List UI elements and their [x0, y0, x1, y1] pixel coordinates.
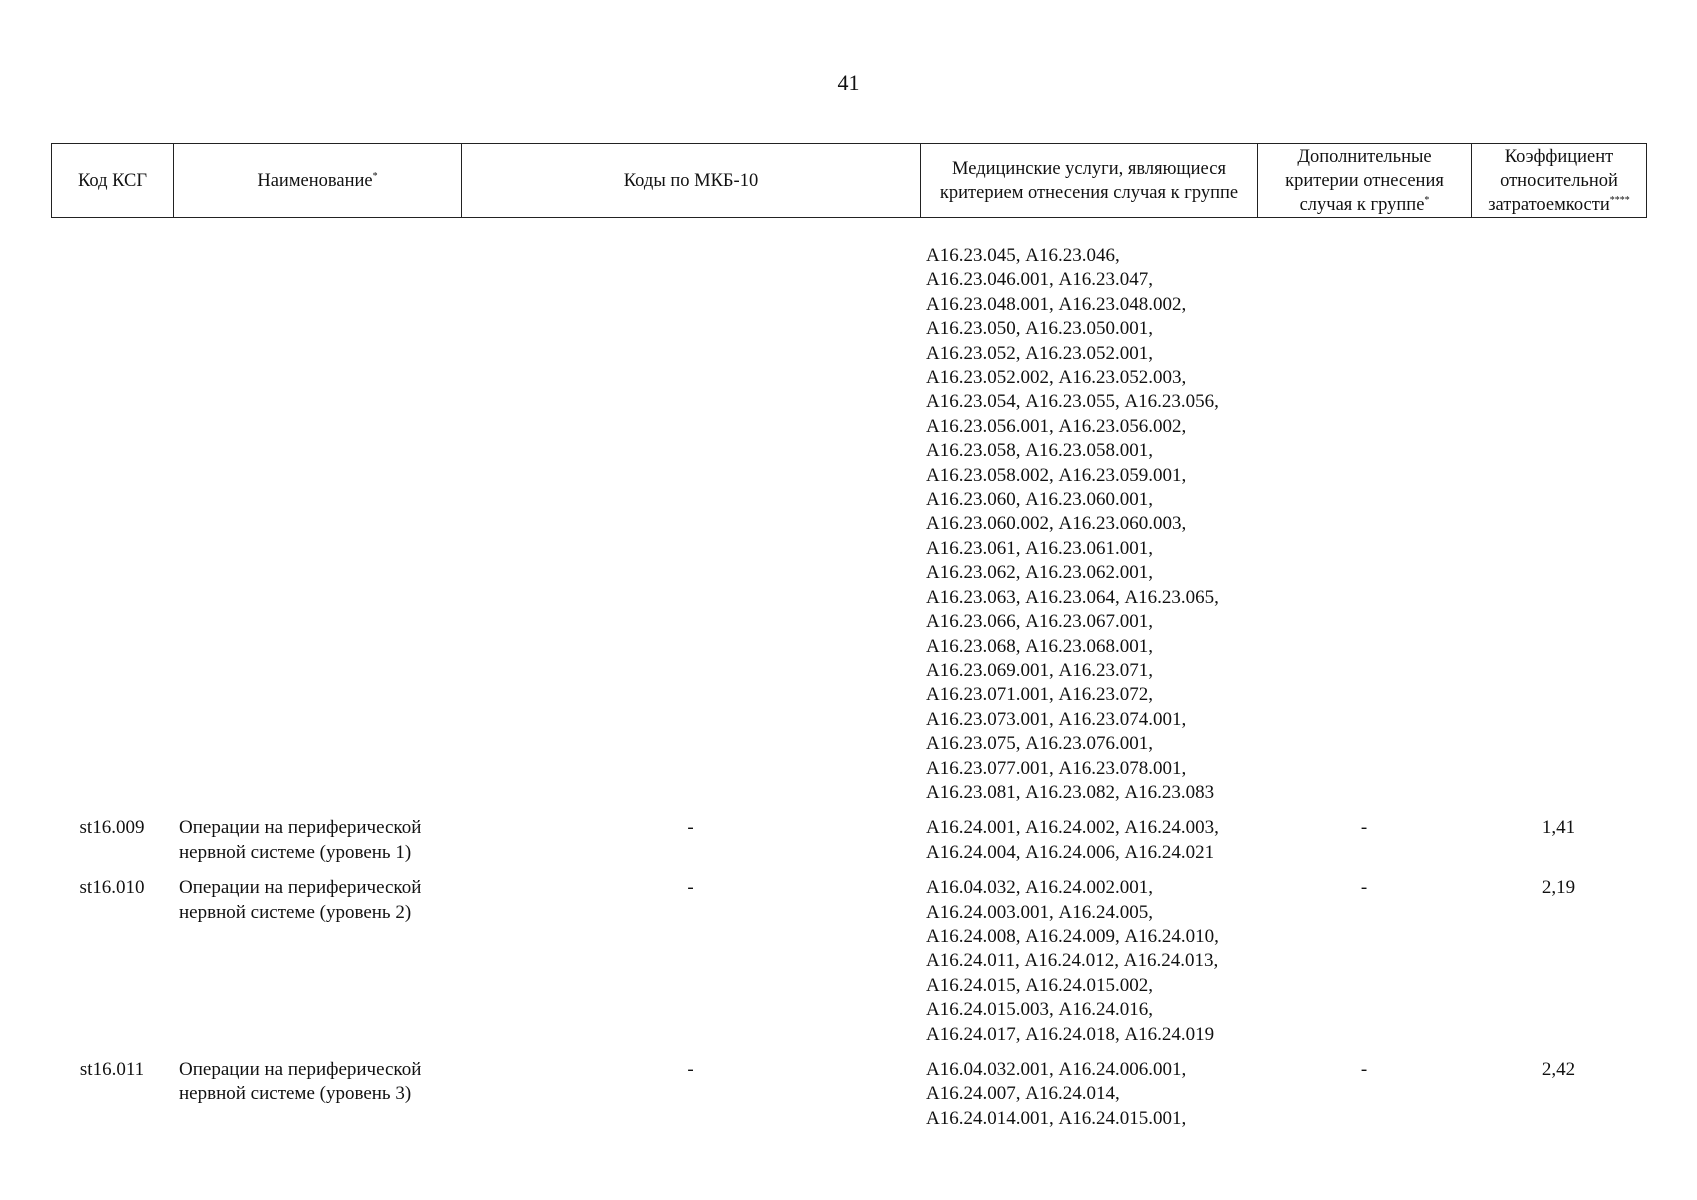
table-header — [51, 143, 1647, 218]
cell-coef — [1471, 244, 1646, 805]
cell-extra — [1257, 244, 1471, 805]
cell-icd: - — [687, 877, 694, 899]
page-number: 41 — [837, 70, 860, 95]
header-icd: Коды по МКБ-10 — [462, 144, 921, 218]
cell-name: Операции на периферической нервной системе (уровень 1) — [179, 817, 422, 863]
footnote-mark: **** — [1609, 194, 1630, 206]
cell-code — [51, 244, 173, 805]
cell-code: st16.009 — [79, 817, 145, 839]
cell-coef: 2,19 — [1541, 877, 1576, 899]
footnote-mark: * — [1424, 194, 1430, 206]
cell-icd: - — [687, 1059, 694, 1080]
table-body — [51, 244, 1646, 1131]
table-row — [51, 1058, 1646, 1131]
cell-name: Операции на периферической нервной системе (уровень 2) — [179, 877, 422, 923]
table-row — [51, 244, 1646, 805]
header-extra: Дополнительные критерии отнесения случая к группе* — [1258, 144, 1472, 218]
cell-extra: - — [1360, 1059, 1368, 1080]
cell-services: А16.04.032, А16.24.002.001, А16.24.003.001, А16.24.005, А16.24.008, А16.24.009, А16.24.010, А16.24.011, А16.24.012, А16.24.013, А16.24.015, А16.24.015.002, А16.24.015.003, А16.24.016, А16.24.017, А16.24.018, А16.24.019 — [926, 877, 1219, 1045]
cell-extra: - — [1360, 877, 1368, 899]
cell-icd: - — [687, 817, 694, 839]
cell-name — [173, 244, 461, 805]
cell-coef: 2,42 — [1541, 1059, 1576, 1080]
header-name: Наименование* — [174, 144, 462, 218]
footnote-mark: * — [372, 170, 378, 182]
table-row — [51, 816, 1646, 865]
cell-services: А16.23.045, А16.23.046, А16.23.046.001, А16.23.047, А16.23.048.001, А16.23.048.002, А16.23.050, А16.23.050.001, А16.23.052, А16.23.052.001, А16.23.052.002, А16.23.052.003, А16.23.054, А16.23.055, А16.23.056, А16.23.056.001, А16.23.056.002, А16.23.058, А16.23.058.001, А16.23.058.002, А16.23.059.001, А16.23.060, А16.23.060.001, А16.23.060.002, А16.23.060.003, А16.23.061, А16.23.061.001, А16.23.062, А16.23.062.001, А16.23.063, А16.23.064, А16.23.065, А16.23.066, А16.23.067.001, А16.23.068, А16.23.068.001, А16.23.069.001, А16.23.071, А16.23.071.001, А16.23.072, А16.23.073.001, А16.23.074.001, А16.23.075, А16.23.076.001, А16.23.077.001, А16.23.078.001, А16.23.081, А16.23.082, А16.23.083 — [926, 245, 1219, 803]
cell-extra: - — [1360, 817, 1368, 839]
cell-icd — [461, 244, 920, 805]
header-coef: Коэффициент относительной затратоемкости**** — [1472, 144, 1647, 218]
table-row — [51, 876, 1646, 1047]
cell-name: Операции на периферической нервной системе (уровень 3) — [179, 1059, 422, 1105]
header-code: Код КСГ — [52, 144, 174, 218]
cell-services: А16.24.001, А16.24.002, А16.24.003, А16.24.004, А16.24.006, А16.24.021 — [926, 817, 1219, 863]
cell-coef: 1,41 — [1541, 817, 1576, 839]
cell-services: А16.04.032.001, А16.24.006.001, А16.24.007, А16.24.014, А16.24.014.001, А16.24.015.001, — [926, 1059, 1187, 1129]
cell-code: st16.011 — [79, 1059, 145, 1080]
cell-code: st16.010 — [79, 877, 145, 899]
header-services: Медицинские услуги, являющиеся критерием отнесения случая к группе — [921, 144, 1258, 218]
